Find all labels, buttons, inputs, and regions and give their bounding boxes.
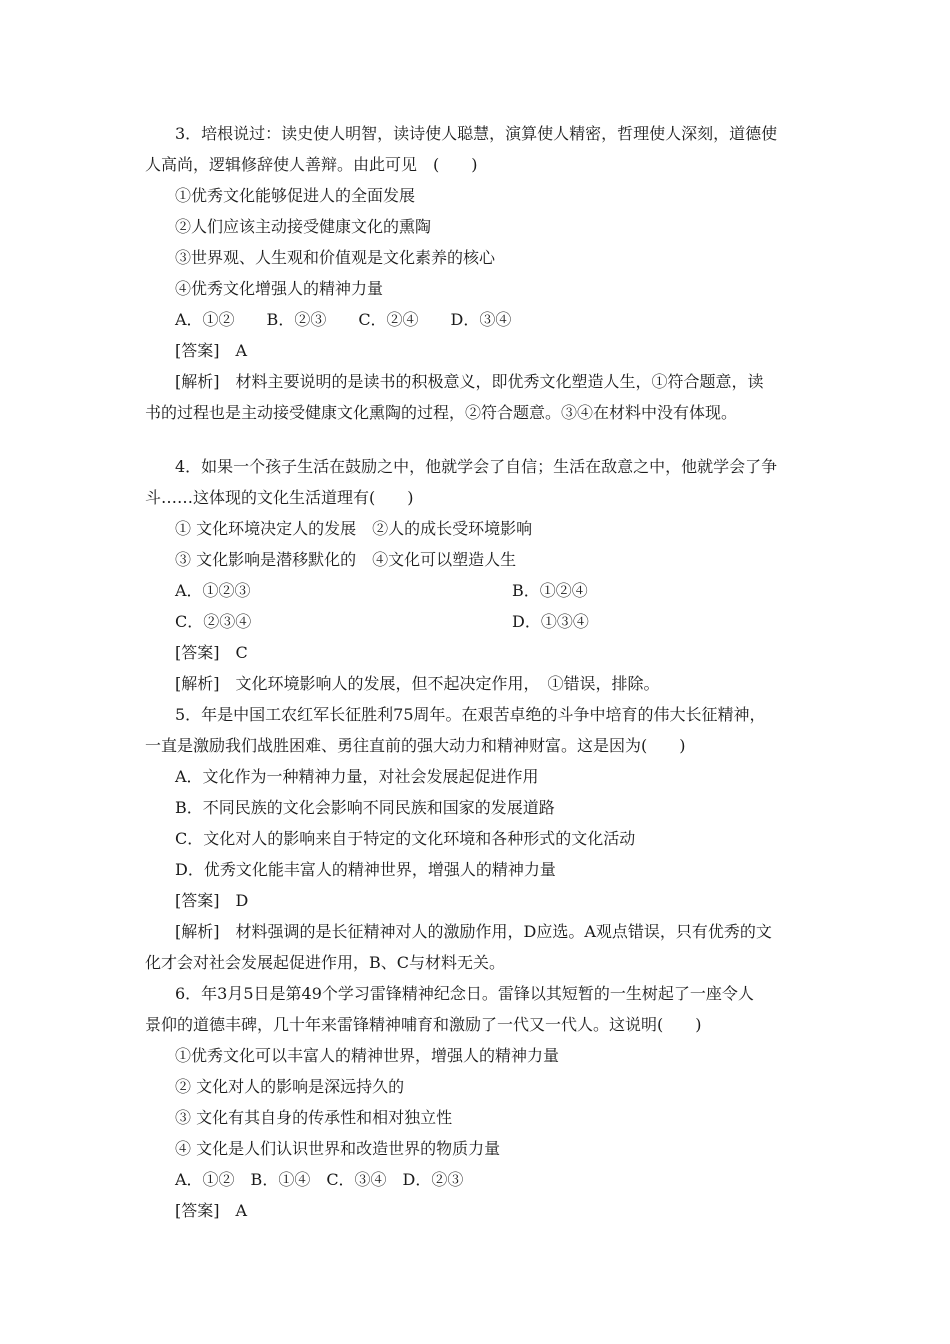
q5-option-a: A．文化作为一种精神力量，对社会发展起促进作用 <box>175 767 539 786</box>
q6-statement-2: ② 文化对人的影响是深远持久的 <box>175 1077 405 1096</box>
q5-analysis-line-2: 化才会对社会发展起促进作用，B、C与材料无关。 <box>145 953 506 972</box>
q6-statement-1: ①优秀文化可以丰富人的精神世界，增强人的精神力量 <box>175 1046 560 1065</box>
q6-stem-line-1: 6．年3月5日是第49个学习雷锋精神纪念日。雷锋以其短暂的一生树起了一座令人 <box>175 984 754 1003</box>
q3-stem-line-2: 人高尚，逻辑修辞使人善辩。由此可见 ( ) <box>145 155 478 174</box>
q6-stem-line-2: 景仰的道德丰碑，几十年来雷锋精神哺育和激励了一代又一代人。这说明( ) <box>145 1015 702 1034</box>
q5-stem-line-1: 5．年是中国工农红军长征胜利75周年。在艰苦卓绝的斗争中培育的伟大长征精神， <box>175 705 766 724</box>
q6-answer: [答案] A <box>175 1201 248 1220</box>
q3-statement-1: ①优秀文化能够促进人的全面发展 <box>175 186 416 205</box>
q6-statement-3: ③ 文化有其自身的传承性和相对独立性 <box>175 1108 453 1127</box>
q5-answer: [答案] D <box>175 891 249 910</box>
q3-answer: [答案] A <box>175 341 248 360</box>
q4-statement-1: ① 文化环境决定人的发展 ②人的成长受环境影响 <box>175 519 533 538</box>
q5-analysis-line-1: [解析] 材料强调的是长征精神对人的激励作用，D应选。A观点错误，只有优秀的文 <box>175 922 772 941</box>
q4-statement-2: ③ 文化影响是潜移默化的 ④文化可以塑造人生 <box>175 550 517 569</box>
q4-analysis-line-1: [解析] 文化环境影响人的发展，但不起决定作用， ①错误，排除。 <box>175 674 660 693</box>
q3-statement-2: ②人们应该主动接受健康文化的熏陶 <box>175 217 432 236</box>
q4-stem-line-1: 4．如果一个孩子生活在鼓励之中，他就学会了自信；生活在敌意之中，他就学会了争 <box>175 457 778 476</box>
q5-stem-line-2: 一直是激励我们战胜困难、勇往直前的强大动力和精神财富。这是因为( ) <box>145 736 686 755</box>
q4-option-b: B．①②④ <box>512 581 588 600</box>
q3-stem-line-1: 3．培根说过：读史使人明智，读诗使人聪慧，演算使人精密，哲理使人深刻，道德使 <box>175 124 778 143</box>
q5-option-c: C．文化对人的影响来自于特定的文化环境和各种形式的文化活动 <box>175 829 636 848</box>
q3-statement-3: ③世界观、人生观和价值观是文化素养的核心 <box>175 248 496 267</box>
q3-analysis-line-1: [解析] 材料主要说明的是读书的积极意义，即优秀文化塑造人生，①符合题意，读 <box>175 372 764 391</box>
q6-options: A．①② B．①④ C．③④ D．②③ <box>175 1170 464 1189</box>
q4-option-d: D．①③④ <box>512 612 589 631</box>
q4-stem-line-2: 斗……这体现的文化生活道理有( ) <box>145 488 414 507</box>
q3-analysis-line-2: 书的过程也是主动接受健康文化熏陶的过程，②符合题意。③④在材料中没有体现。 <box>145 403 738 422</box>
q5-option-d: D．优秀文化能丰富人的精神世界，增强人的精神力量 <box>175 860 556 879</box>
q6-statement-4: ④ 文化是人们认识世界和改造世界的物质力量 <box>175 1139 501 1158</box>
q5-option-b: B．不同民族的文化会影响不同民族和国家的发展道路 <box>175 798 555 817</box>
q3-options: A．①② B．②③ C．②④ D．③④ <box>175 310 512 329</box>
q4-answer: [答案] C <box>175 643 248 662</box>
q4-option-c: C．②③④ <box>175 612 252 631</box>
q4-option-a: A．①②③ <box>175 581 251 600</box>
q3-statement-4: ④优秀文化增强人的精神力量 <box>175 279 384 298</box>
